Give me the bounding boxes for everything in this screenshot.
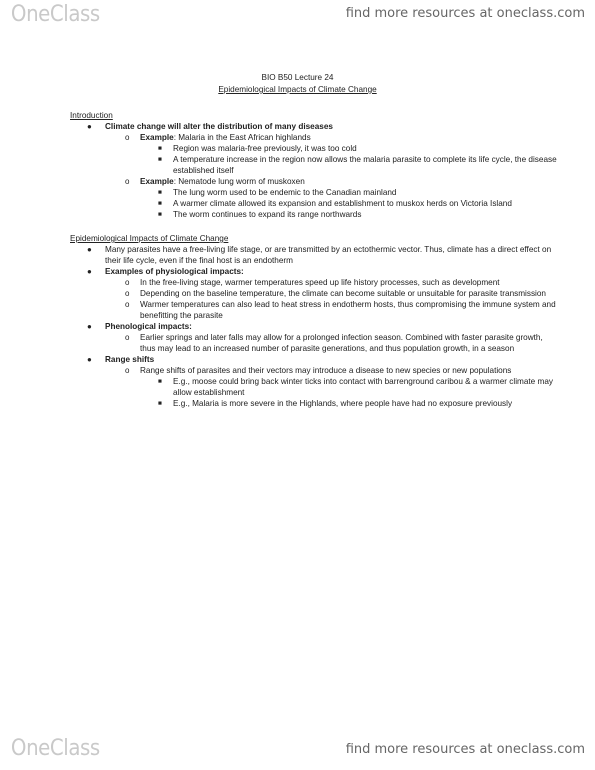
item-bold-label: Range shifts (105, 355, 155, 364)
item-bold-label: Example (140, 133, 174, 142)
list-item-level-1 (70, 354, 560, 365)
bullet-icon: o (125, 333, 130, 342)
item-bold-label: Phenological impacts: (105, 322, 192, 331)
bullet-icon: o (125, 289, 130, 298)
oneclass-logo[interactable]: OneClass (10, 2, 100, 27)
list-item-level-2 (70, 288, 560, 299)
bullet-icon: ■ (158, 145, 162, 152)
bullet-icon: ● (87, 245, 92, 254)
item-bold-label: Example (140, 177, 174, 186)
list-item-level-2 (70, 132, 560, 143)
list-item-level-2 (70, 299, 560, 321)
bullet-icon: ● (87, 355, 92, 364)
lecture-notes (70, 72, 560, 409)
bullet-icon: o (125, 366, 130, 375)
list-item-level-3 (70, 398, 560, 409)
item-text: A warmer climate allowed its expansion and establishment to muskox herds on Victoria Island (173, 199, 512, 208)
bullet-icon: ■ (158, 200, 162, 207)
item-text: A temperature increase in the region now allows the malaria parasite to complete its life cycle, the disease established itself (173, 155, 557, 175)
item-text: Earlier springs and later falls may allow for a prolonged infection season. Combined with faster parasite growth, thus may lead to an increased number of parasite generations, and thus population growth, in a season (140, 333, 543, 353)
list-item-level-3 (70, 187, 560, 198)
item-text: Warmer temperatures can also lead to heat stress in endotherm hosts, thus compromising the immune system and benefitting the parasite (140, 300, 556, 320)
sections (70, 110, 560, 409)
list-item-level-3 (70, 198, 560, 209)
item-text: In the free-living stage, warmer temperatures speed up life history processes, such as development (140, 278, 500, 287)
list-item-level-3 (70, 154, 560, 176)
list-item-level-3 (70, 143, 560, 154)
page-footer (0, 734, 595, 768)
section-heading: Epidemiological Impacts of Climate Change (70, 234, 229, 243)
list-item-level-2 (70, 176, 560, 187)
bullet-icon: ■ (158, 378, 162, 385)
list-item-level-2 (70, 365, 560, 376)
bullet-icon: ■ (158, 156, 162, 163)
bullet-icon: o (125, 133, 130, 142)
item-bold-label: Climate change will alter the distribution of many diseases (105, 122, 333, 131)
item-text: : Malaria in the East African highlands (173, 133, 311, 142)
item-text: E.g., moose could bring back winter ticks into contact with barrenground caribou & a warmer climate may allow establishment (173, 377, 553, 397)
bullet-icon: o (125, 300, 130, 309)
list-item-level-3 (70, 209, 560, 220)
list-item-level-1 (70, 121, 560, 132)
bullet-icon: ■ (158, 400, 162, 407)
item-text: E.g., Malaria is more severe in the Highlands, where people have had no exposure previously (173, 399, 513, 408)
item-text: The lung worm used to be endemic to the Canadian mainland (173, 188, 397, 197)
bullet-icon: o (125, 177, 130, 186)
list-item-level-2 (70, 277, 560, 288)
course-code: BIO B50 Lecture 24 (261, 73, 334, 82)
bullet-icon: ● (87, 122, 92, 131)
item-text: Range shifts of parasites and their vectors may introduce a disease to new species or new populations (140, 366, 512, 375)
bullet-icon: ● (87, 322, 92, 331)
oneclass-logo-footer[interactable]: OneClass (10, 736, 100, 761)
bullet-icon: ■ (158, 211, 162, 218)
header-tagline[interactable]: find more resources at oneclass.com (345, 6, 585, 21)
page-header (0, 0, 595, 32)
list-item-level-1 (70, 321, 560, 332)
title-block (0, 72, 595, 96)
bullet-icon: o (125, 278, 130, 287)
item-text: Depending on the baseline temperature, the climate can become suitable or unsuitable for parasite transmission (140, 289, 546, 298)
section-heading: Introduction (70, 111, 113, 120)
bullet-icon: ● (87, 267, 92, 276)
item-text: : Nematode lung worm of muskoxen (173, 177, 305, 186)
document-title: Epidemiological Impacts of Climate Change (218, 85, 377, 94)
list-item-level-1 (70, 266, 560, 277)
list-item-level-3 (70, 376, 560, 398)
item-bold-label: Examples of physiological impacts: (105, 267, 244, 276)
item-text: Region was malaria-free previously, it was too cold (173, 144, 357, 153)
item-text: The worm continues to expand its range northwards (173, 210, 362, 219)
list-item-level-2 (70, 332, 560, 354)
list-item-level-1 (70, 244, 560, 266)
bullet-icon: ■ (158, 189, 162, 196)
item-text: Many parasites have a free-living life stage, or are transmitted by an ectothermic vector. Thus, climate has a direct effect on their life cycle, even if the final host is an endotherm (105, 245, 552, 265)
footer-tagline[interactable]: find more resources at oneclass.com (345, 742, 585, 757)
